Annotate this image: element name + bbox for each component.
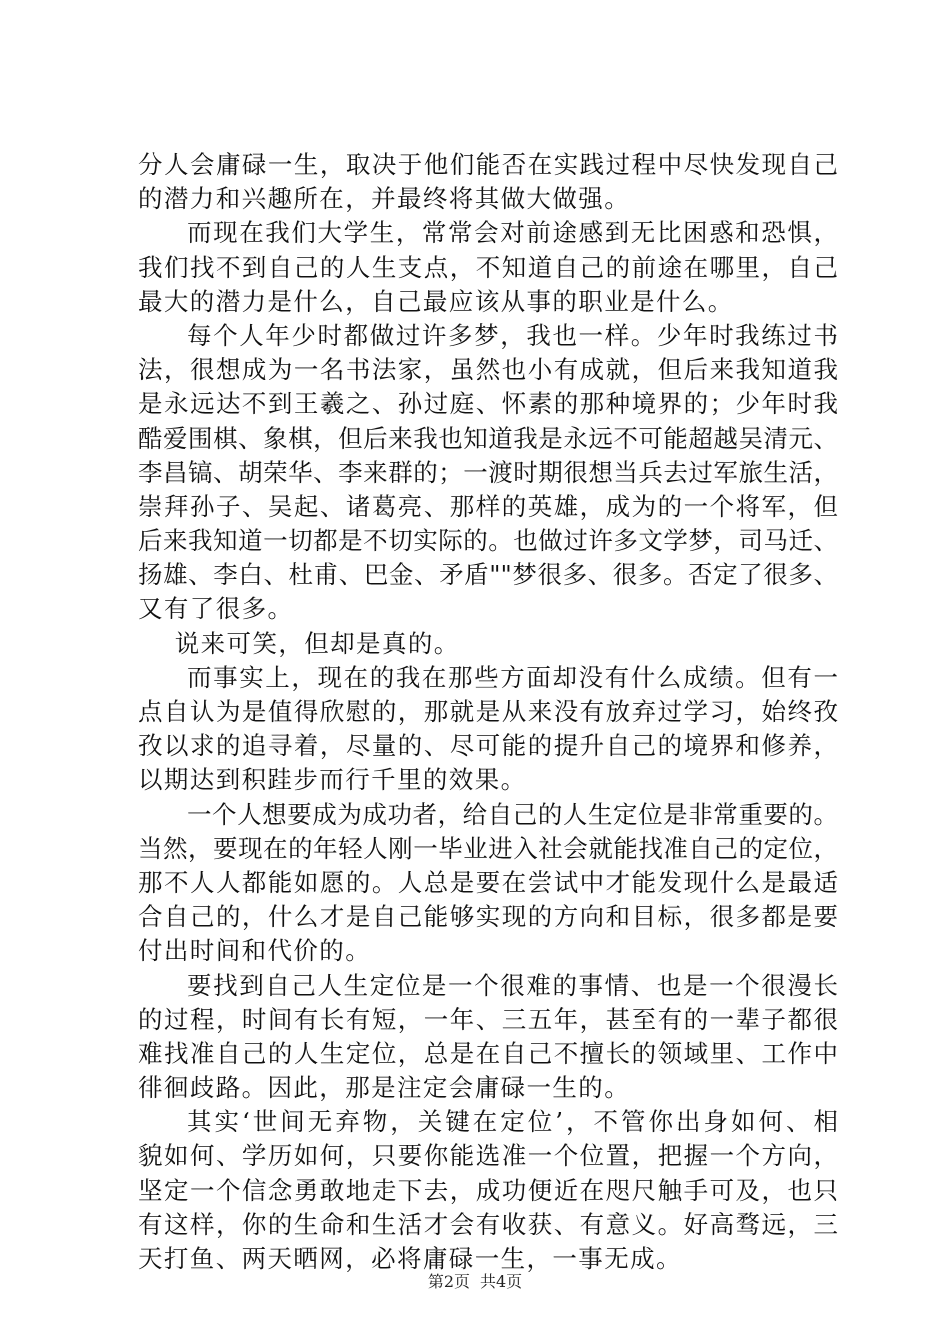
text-line: 酷爱围棋、象棋，但后来我也知道我是永远不可能超越吴清元、: [138, 423, 838, 453]
text-line: 当然，要现在的年轻人刚一毕业进入社会就能找准自己的定位，: [138, 833, 838, 863]
text-line: 一个人想要成为成功者，给自己的人生定位是非常重要的。: [187, 799, 838, 829]
text-line: 扬雄、李白、杜甫、巴金、矛盾""梦很多、很多。否定了很多、: [138, 560, 838, 590]
text-line: 天打鱼、两天晒网，必将庸碌一生，一事无成。: [138, 1244, 682, 1273]
text-line: 付出时间和代价的。: [138, 936, 372, 966]
text-line: 有这样，你的生命和生活才会有收获、有意义。好高骛远，三: [138, 1209, 838, 1239]
text-line: 要找到自己人生定位是一个很难的事情、也是一个很漫长: [187, 970, 838, 1000]
text-line: 是永远达不到王羲之、孙过庭、怀素的那种境界的；少年时我: [138, 389, 838, 419]
document-body: [138, 148, 838, 1276]
text-line: 坚定一个信念勇敢地走下去，成功便近在咫尺触手可及，也只: [138, 1175, 838, 1205]
page-total: 共4页: [480, 1272, 523, 1291]
text-line: 李昌镐、胡荣华、李来群的；一渡时期很想当兵去过军旅生活，: [138, 457, 838, 487]
text-line: 的过程，时间有长有短，一年、三五年，甚至有的一辈子都很: [138, 1004, 838, 1034]
text-line: 点自认为是值得欣慰的，那就是从来没有放弃过学习，始终孜: [138, 697, 838, 726]
text-line: 每个人年少时都做过许多梦，我也一样。少年时我练过书: [187, 320, 838, 350]
text-line: 而事实上，现在的我在那些方面却没有什么成绩。但有一: [187, 662, 838, 692]
text-line: 难找准自己的人生定位，总是在自己不擅长的领域里、工作中: [138, 1038, 838, 1068]
text-line: 其实‘世间无弃物，关键在定位’，不管你出身如何、相: [187, 1107, 838, 1137]
text-line: 崇拜孙子、吴起、诸葛亮、那样的英雄，成为的一个将军，但: [138, 491, 838, 521]
page-number: 第2页: [427, 1272, 470, 1291]
text-line: 孜以求的追寻着，尽量的、尽可能的提升自己的境界和修养，: [138, 731, 838, 761]
text-line: 说来可笑，但却是真的。: [174, 628, 460, 658]
text-line: 以期达到积跬步而行千里的效果。: [138, 765, 527, 795]
text-line: 合自己的，什么才是自己能够实现的方向和目标，很多都是要: [138, 902, 838, 932]
text-line: 而现在我们大学生，常常会对前途感到无比困惑和恐惧，: [187, 218, 838, 248]
text-line: 那不人人都能如愿的。人总是要在尝试中才能发现什么是最适: [138, 867, 838, 897]
text-line: 貌如何、学历如何，只要你能选准一个位置，把握一个方向，: [138, 1141, 838, 1171]
text-line: 法，很想成为一名书法家，虽然也小有成就，但后来我知道我: [138, 355, 838, 385]
text-line: 后来我知道一切都是不切实际的。也做过许多文学梦，司马迁、: [138, 526, 838, 556]
text-line: 分人会庸碌一生，取决于他们能否在实践过程中尽快发现自己: [138, 150, 838, 179]
text-line: 我们找不到自己的人生支点，不知道自己的前途在哪里，自己: [138, 252, 838, 282]
text-line: 的潜力和兴趣所在，并最终将其做大做强。: [138, 184, 631, 214]
text-line: 最大的潜力是什么，自己最应该从事的职业是什么。: [138, 286, 734, 316]
text-line: 徘徊歧路。因此，那是注定会庸碌一生的。: [138, 1073, 631, 1103]
page-footer: [0, 1272, 950, 1292]
text-line: 又有了很多。: [138, 594, 294, 624]
